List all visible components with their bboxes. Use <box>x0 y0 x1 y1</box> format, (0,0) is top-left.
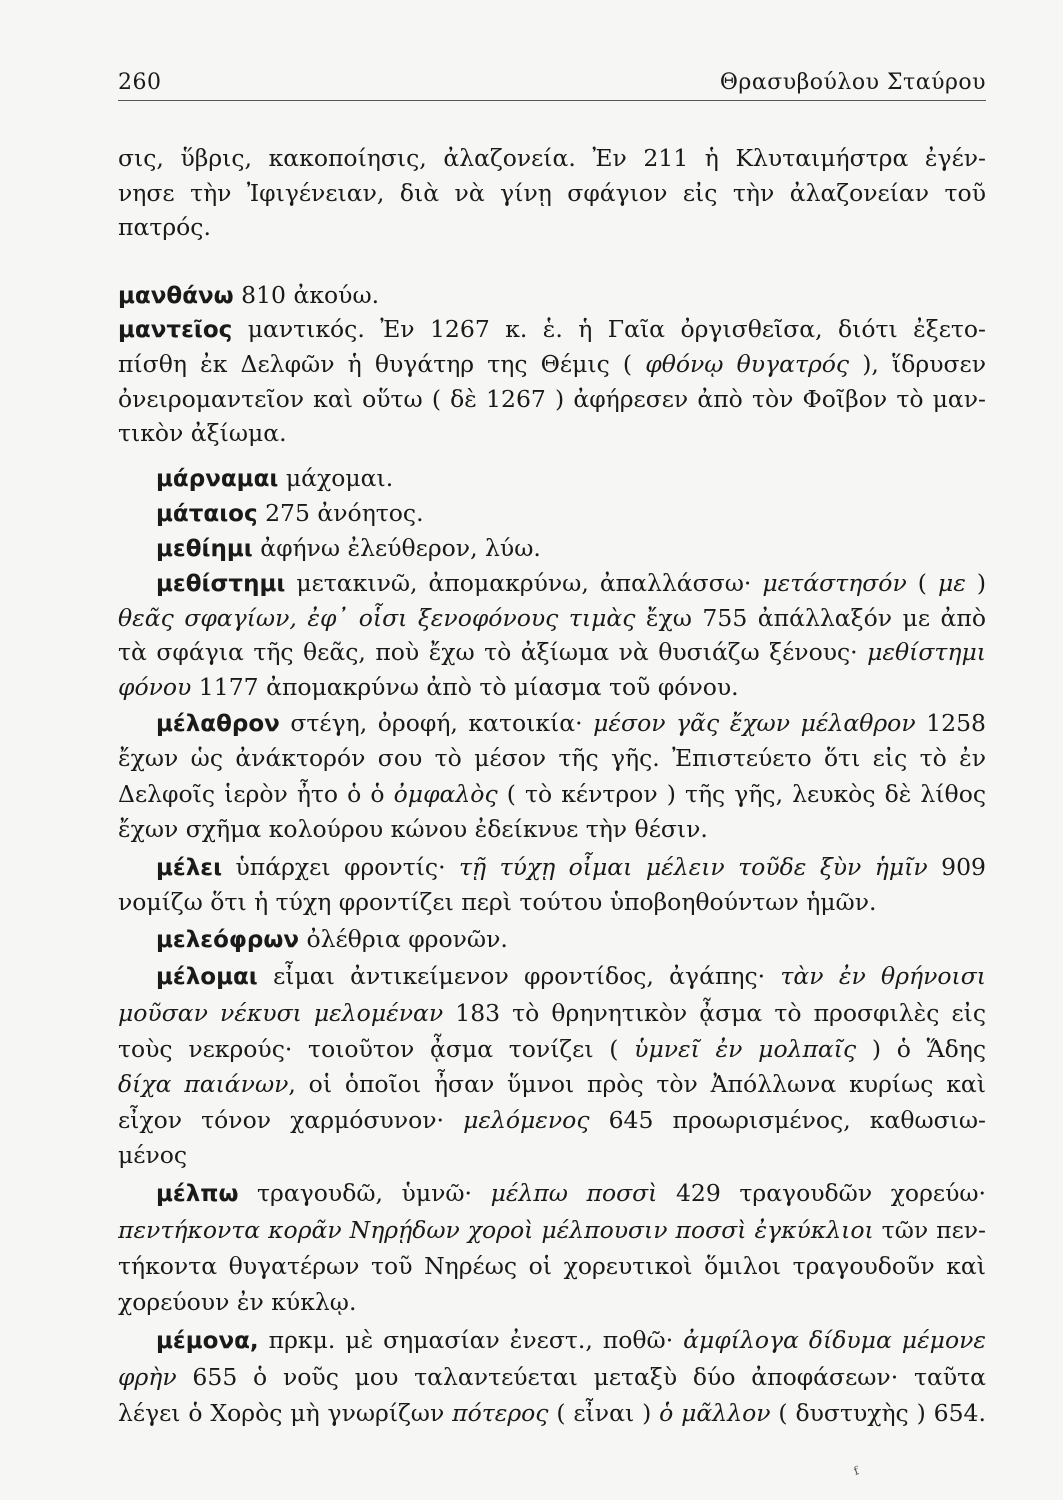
body-text: ἔχων ὡς ἀνάκτορόν σου τὸ μέσον τῆς γῆς. Ἐπιστεύετο ὅτι εἰς τὸ ἐν <box>118 744 986 772</box>
text-line <box>118 669 986 705</box>
glossary-entry <box>156 958 986 994</box>
quotation-text: δίχα παιάνων <box>118 1070 289 1098</box>
quotation-text: ὁ μᾶλλον <box>659 1399 771 1427</box>
body-text: 810 ἀκούω. <box>233 281 380 309</box>
headword: μεθίστημι <box>156 571 286 597</box>
quotation-text: μέλπω ποσσὶ <box>490 1179 658 1207</box>
body-text: , οἱ ὁποῖοι ἦσαν ὕμνοι πρὸς τὸν Ἀπόλλωνα κυρίως καὶ <box>288 1070 986 1098</box>
headword: μέλπω <box>156 1181 239 1207</box>
text-line <box>118 415 986 451</box>
text-line <box>118 600 986 636</box>
quotation-text: πεντήκοντα κορᾶν Νηρῄδων χοροὶ μέλπουσιν ποσσὶ ἐγκύκλιοι <box>118 1216 874 1244</box>
text-line <box>118 346 986 382</box>
text-line <box>118 634 986 670</box>
body-text: χορεύουν ἐν κύκλῳ. <box>118 1288 357 1316</box>
body-text: 645 προωρισμένος, καθωσιω- <box>589 1106 986 1134</box>
glossary-entry <box>156 1322 986 1358</box>
body-text: ( τὸ κέντρον ) τῆς γῆς, λευκὸς δὲ λίθος <box>497 780 986 808</box>
glossary-entry <box>156 1175 986 1211</box>
quotation-text: μετάστησόν <box>762 569 907 597</box>
quotation-text: μεθίστημι <box>867 638 986 666</box>
headword: μέλαθρον <box>156 711 280 737</box>
body-text: Δελφοῖς ἱερὸν ἦτο ὁ ὁ <box>118 780 394 808</box>
quotation-text: τὰν ἐν θρήνοισι <box>780 962 986 990</box>
body-text: ὀλέθρια φρονῶν. <box>299 925 508 953</box>
text-line <box>118 740 986 776</box>
body-text: τήκοντα θυγατέρων τοῦ Νηρέως οἱ χορευτικοὶ ὅμιλοι τραγουδοῦν καὶ <box>118 1252 986 1280</box>
text-line <box>118 381 986 417</box>
body-text: ἔχω 755 ἀπάλλαξόν με ἀπὸ <box>635 604 986 632</box>
glossary-entry <box>118 311 986 347</box>
body-text: πατρός. <box>118 213 211 241</box>
headword: μεθίημι <box>156 536 253 562</box>
body-text: ἔχων σχῆμα κολούρου κώνου ἐδείκνυε τὴν θέσιν. <box>118 815 708 843</box>
body-text: 429 τραγουδῶν χορεύω· <box>657 1179 986 1207</box>
body-text: ), ἵδρυσεν <box>849 350 986 378</box>
text-line <box>118 1137 986 1173</box>
body-text: πίσθη ἐκ Δελφῶν ἡ θυγάτηρ της Θέμις ( <box>118 350 646 378</box>
glossary-entry <box>118 277 986 313</box>
quotation-text: ὀμφαλὸς <box>393 780 498 808</box>
glossary-entry <box>156 530 986 566</box>
headword: μέλομαι <box>156 964 258 990</box>
body-text: εἶχον τόνον χαρμόσυνον· <box>118 1106 464 1134</box>
body-text: τραγουδῶ, ὑμνῶ· <box>238 1179 491 1207</box>
body-text: μένος <box>118 1141 188 1169</box>
page-number: 260 <box>118 70 162 95</box>
text-line <box>118 1102 986 1138</box>
body-text: στέγη, ὀροφή, κατοικία· <box>279 709 594 737</box>
body-text: ) ὁ Ἅδης <box>856 1035 986 1063</box>
body-text: εἶμαι ἀντικείμενον φροντίδος, ἀγάπης· <box>257 962 781 990</box>
text-line <box>118 1212 986 1248</box>
text-line <box>118 175 986 211</box>
glossary-entry <box>156 460 986 496</box>
body-text: 909 <box>927 853 986 881</box>
margin-mark: ᶠ <box>851 1461 864 1487</box>
headword: μελεόφρων <box>156 927 299 953</box>
body-text: ὑπάρχει φροντίς· <box>222 853 460 881</box>
quotation-text: μοῦσαν νέκυσι μελομέναν <box>118 999 444 1027</box>
headword: μέμονα, <box>156 1328 259 1354</box>
glossary-entry <box>156 705 986 741</box>
quotation-text: φόνου <box>118 673 192 701</box>
quotation-text: με <box>937 569 966 597</box>
text-line <box>118 1359 986 1395</box>
text-line <box>118 776 986 812</box>
headword: μανθάνω <box>118 283 234 309</box>
text-line <box>118 1066 986 1102</box>
body-text: 1258 <box>915 709 986 737</box>
text-line <box>118 209 986 245</box>
body-text: τῶν πεν- <box>873 1216 986 1244</box>
body-text: ( <box>906 569 938 597</box>
headword: μάταιος <box>156 501 258 527</box>
running-head: Θρασυβούλου Σταύρου <box>719 70 986 95</box>
body-text: μαντικός. Ἐν 1267 κ. ἑ. ἡ Γαῖα ὀργισθεῖσα, διότι ἐξετο- <box>232 315 986 343</box>
headword: μέλει <box>156 855 223 881</box>
body-text: λέγει ὁ Χορὸς μὴ γνωρίζων <box>118 1399 453 1427</box>
glossary-entry <box>156 921 986 957</box>
glossary-entry <box>156 495 986 531</box>
body-text: μετακινῶ, ἀπομακρύνω, ἀπαλλάσσω· <box>285 569 763 597</box>
body-text: τὰ σφάγια τῆς θεᾶς, ποὺ ἔχω τὸ ἀξίωμα νὰ θυσιάζω ξένους· <box>118 638 868 666</box>
body-text: ( εἶναι ) <box>548 1399 660 1427</box>
glossary-entry <box>156 849 986 885</box>
body-text: 1177 ἀπομακρύνω ἀπὸ τὸ μίασμα τοῦ φόνου. <box>191 673 739 701</box>
body-text: 183 τὸ θρηνητικὸν ᾆσμα τὸ προσφιλὲς εἰς <box>443 999 986 1027</box>
text-line <box>118 811 986 847</box>
body-text: σις, ὕβρις, κακοποίησις, ἀλαζονεία. Ἐν 211 ἡ Κλυταιμήστρα ἐγέν- <box>118 144 986 172</box>
body-text: πρκμ. μὲ σημασίαν ἐνεστ., ποθῶ· <box>258 1326 684 1354</box>
text-line <box>118 1395 986 1431</box>
text-line <box>118 1284 986 1320</box>
quotation-text: θεᾶς σφαγίων, ἐφ᾽ οἷσι ξενοφόνους τιμὰς <box>118 604 636 632</box>
body-text: ὀνειρομαντεῖον καὶ οὕτω ( δὲ 1267 ) ἀφήρεσεν ἀπὸ τὸν Φοῖβον τὸ μαν- <box>118 385 986 413</box>
text-line <box>118 140 986 176</box>
quotation-text: μέσον γᾶς ἔχων μέλαθρον <box>593 709 916 737</box>
body-text: ἀφήνω ἐλεύθερον, λύω. <box>252 534 541 562</box>
page-header <box>118 64 986 101</box>
glossary-entry <box>156 565 986 601</box>
body-text: νομίζω ὅτι ἡ τύχη φροντίζει περὶ τούτου ὑποβοηθούντων ἡμῶν. <box>118 888 877 916</box>
body-text: τοὺς νεκρούς· τοιοῦτον ᾆσμα τονίζει ( <box>118 1035 635 1063</box>
body-text: ) <box>965 569 986 597</box>
quotation-text: πότερος <box>452 1399 549 1427</box>
quotation-text: ὑμνεῖ ἐν μολπαῖς <box>634 1035 857 1063</box>
text-line <box>118 1248 986 1284</box>
text-line <box>118 1031 986 1067</box>
quotation-text: μελόμενος <box>463 1106 590 1134</box>
text-line <box>118 884 986 920</box>
body-text: μάχομαι. <box>278 464 394 492</box>
quotation-text: τῇ τύχῃ οἶμαι μέλειν τοῦδε ξὺν ἡμῖν <box>459 853 928 881</box>
quotation-text: φθόνῳ θυγατρός <box>645 350 850 378</box>
quotation-text: φρὴν <box>118 1363 177 1391</box>
quotation-text: ἀμφίλογα δίδυμα μέμονε <box>683 1326 986 1354</box>
body-text: 655 ὁ νοῦς μου ταλαντεύεται μεταξὺ δύο ἀποφάσεων· ταῦτα <box>176 1363 986 1391</box>
text-line <box>118 995 986 1031</box>
body-text: νησε τὴν Ἰφιγένειαν, διὰ νὰ γίνῃ σφάγιον εἰς τὴν ἀλαζονείαν τοῦ <box>118 179 986 207</box>
body-text: ( δυστυχὴς ) 654. <box>770 1399 986 1427</box>
headword: μάρναμαι <box>156 466 279 492</box>
headword: μαντεῖος <box>118 317 233 343</box>
body-text: τικὸν ἀξίωμα. <box>118 419 287 447</box>
body-text: 275 ἀνόητος. <box>257 499 424 527</box>
